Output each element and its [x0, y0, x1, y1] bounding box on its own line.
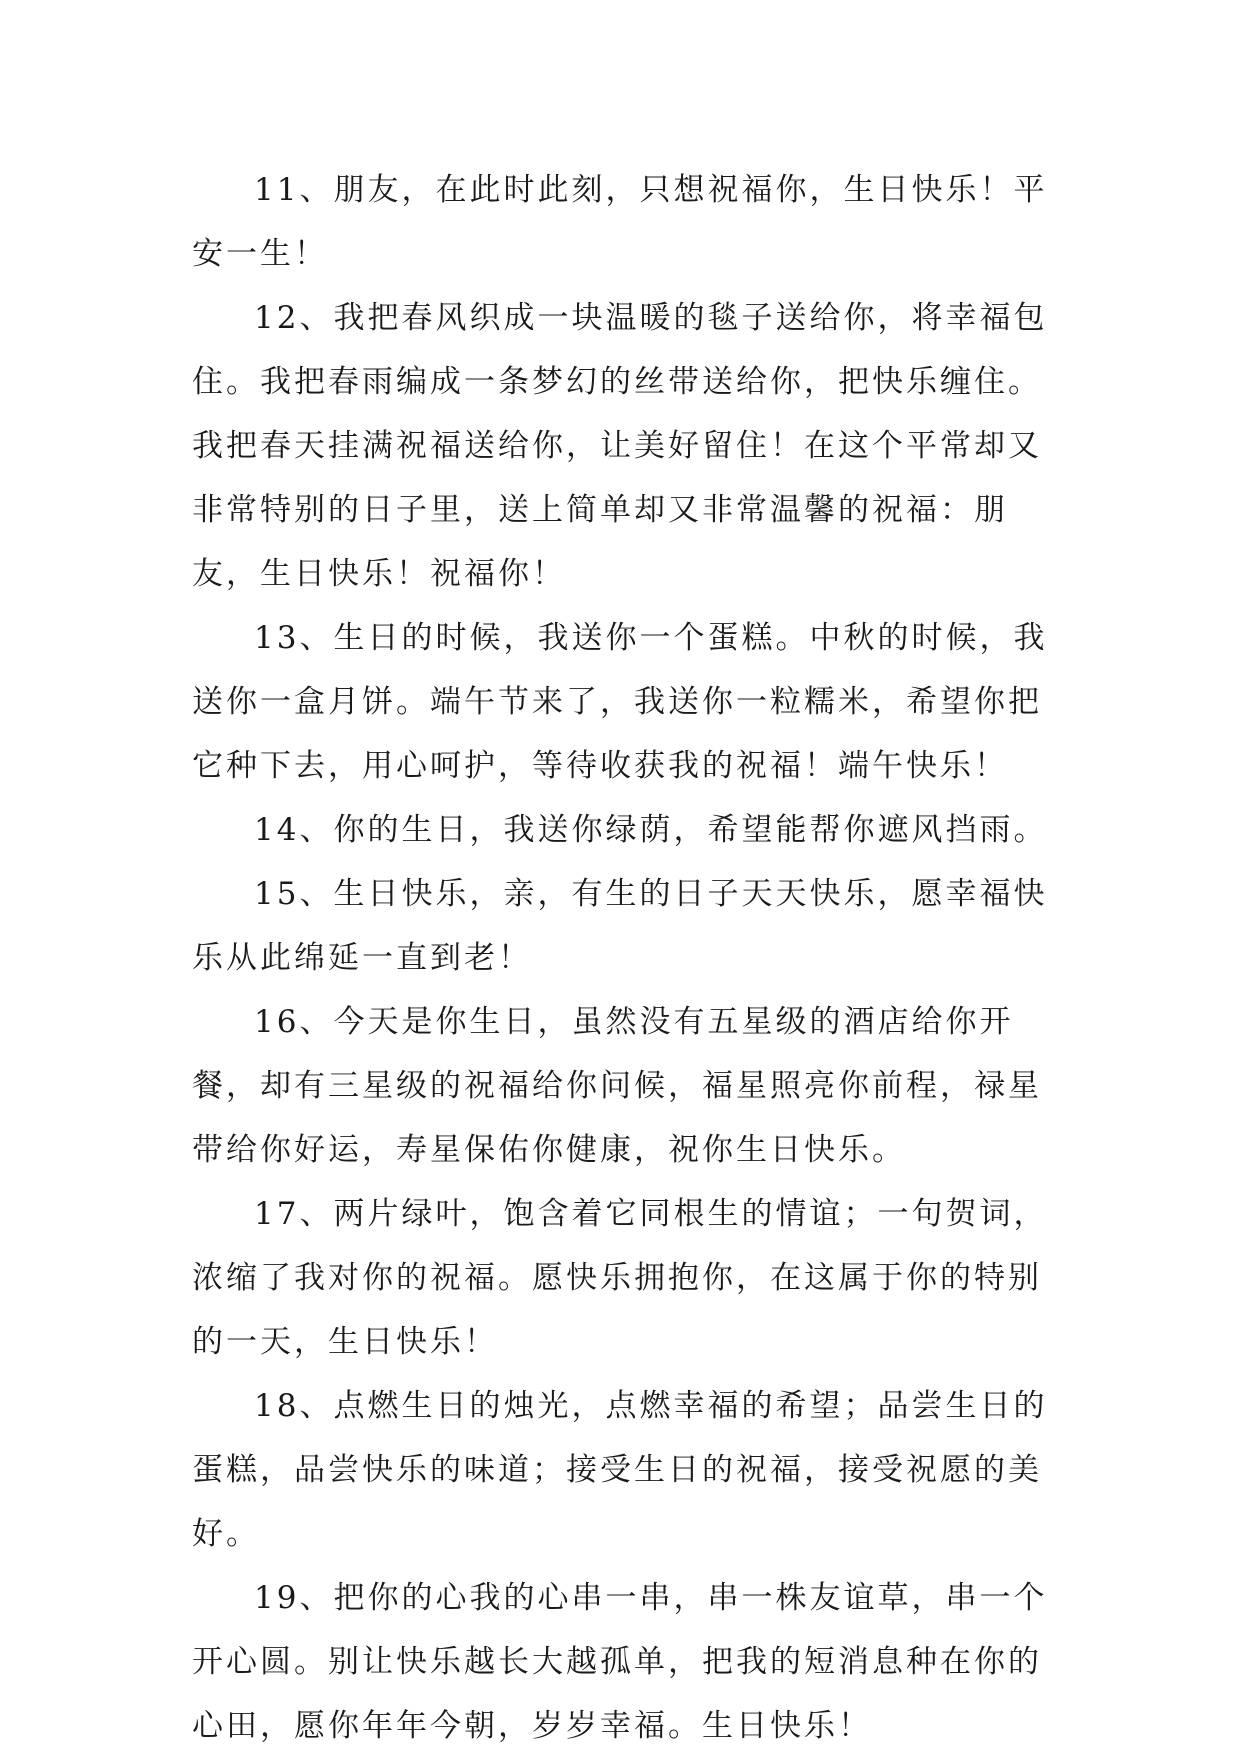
- paragraph-17: 17、两片绿叶，饱含着它同根生的情谊；一句贺词，浓缩了我对你的祝福。愿快乐拥抱你，在这属于你的特别的一天，生日快乐！: [192, 1196, 1048, 1360]
- paragraph-14: 14、你的生日，我送你绿荫，希望能帮你遮风挡雨。: [254, 812, 1048, 848]
- document-body: [192, 158, 1054, 1758]
- paragraph-18: 18、点燃生日的烛光，点燃幸福的希望；品尝生日的蛋糕，品尝快乐的味道；接受生日的祝福，接受祝愿的美好。: [192, 1388, 1048, 1552]
- paragraph-13: 13、生日的时候，我送你一个蛋糕。中秋的时候，我送你一盒月饼。端午节来了，我送你一粒糯米，希望你把它种下去，用心呵护，等待收获我的祝福！端午快乐！: [192, 620, 1048, 784]
- paragraph-16: 16、今天是你生日，虽然没有五星级的酒店给你开餐，却有三星级的祝福给你问候，福星照亮你前程，禄星带给你好运，寿星保佑你健康，祝你生日快乐。: [192, 1004, 1042, 1168]
- paragraph-19: 19、把你的心我的心串一串，串一株友谊草，串一个开心圆。别让快乐越长大越孤单，把我的短消息种在你的心田，愿你年年今朝，岁岁幸福。生日快乐！: [192, 1580, 1048, 1744]
- paragraph-11: 11、朋友，在此时此刻，只想祝福你，生日快乐！平安一生！: [192, 172, 1048, 272]
- paragraph-15: 15、生日快乐，亲，有生的日子天天快乐，愿幸福快乐从此绵延一直到老！: [192, 876, 1048, 976]
- paragraph-12: 12、我把春风织成一块温暖的毯子送给你，将幸福包住。我把春雨编成一条梦幻的丝带送给你，把快乐缠住。我把春天挂满祝福送给你，让美好留住！在这个平常却又非常特别的日子里，送上简单却又非常温馨的祝福：朋友，生日快乐！祝福你！: [192, 300, 1048, 592]
